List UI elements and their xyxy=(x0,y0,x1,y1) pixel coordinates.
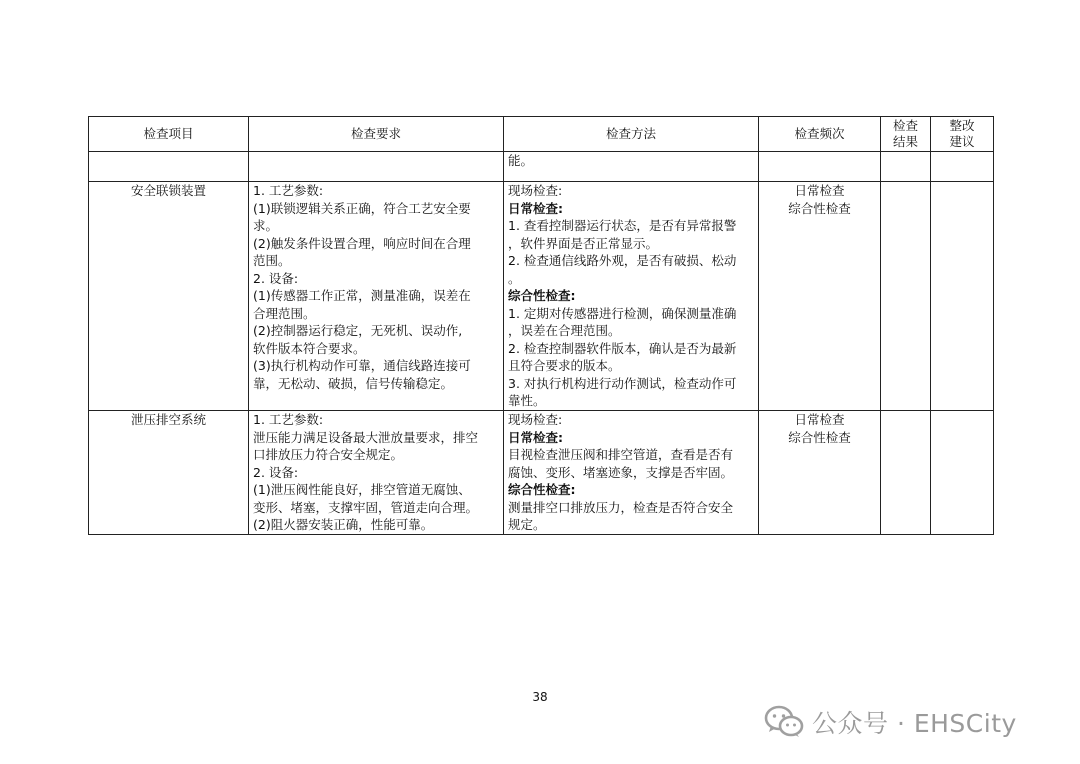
frequency-cell: 日常检查 综合性检查 xyxy=(759,411,881,535)
method-cell: 现场检查: 日常检查: 1. 查看控制器运行状态，是否有异常报警 ，软件界面是否正常显示。 2. 检查通信线路外观，是否有破损、松动 。 综合性检查: 1. 定期对传感器进行检测，确保测量准确 ，误差在合理范围。 2. 检查控制器软件版本，确认是否为最新 且符合要求的版本。 3. 对执行机构进行动作测试，检查动作可 靠性。 xyxy=(504,182,759,411)
continuation-text: 能。 xyxy=(504,152,759,182)
empty-cell xyxy=(89,152,249,182)
item-cell: 安全联锁装置 xyxy=(89,182,249,411)
table-row-continuation xyxy=(89,152,994,182)
frequency-cell: 日常检查 综合性检查 xyxy=(759,182,881,411)
method-cell: 现场检查: 日常检查: 目视检查泄压阀和排空管道，查看是否有 腐蚀、变形、堵塞迹象，支撑是否牢固。 综合性检查: 测量排空口排放压力，检查是否符合安全 规定。 xyxy=(504,411,759,535)
item-cell: 泄压排空系统 xyxy=(89,411,249,535)
watermark-text: 公众号 · EHSCity xyxy=(812,709,1017,738)
page-number: 38 xyxy=(532,690,548,704)
table-row xyxy=(89,411,994,535)
empty-cell xyxy=(249,152,504,182)
header-result: 检查 结果 xyxy=(881,117,931,152)
suggestion-cell xyxy=(931,182,994,411)
inspection-table xyxy=(88,116,994,535)
table-row xyxy=(89,182,994,411)
result-cell xyxy=(881,411,931,535)
wechat-icon xyxy=(764,705,804,739)
watermark xyxy=(764,704,1017,740)
header-requirements: 检查要求 xyxy=(249,117,504,152)
header-method: 检查方法 xyxy=(504,117,759,152)
table-header-row xyxy=(89,117,994,152)
requirements-cell: 1. 工艺参数: (1)联锁逻辑关系正确，符合工艺安全要 求。 (2)触发条件设置合理，响应时间在合理 范围。 2. 设备: (1)传感器工作正常，测量准确，误差在 合理范围。 (2)控制器运行稳定，无死机、误动作, 软件版本符合要求。 (3)执行机构动作可靠，通信线路连接可 靠，无松动、破损，信号传输稳定。 xyxy=(249,182,504,411)
header-suggestion: 整改 建议 xyxy=(931,117,994,152)
requirements-cell: 1. 工艺参数: 泄压能力满足设备最大泄放量要求，排空 口排放压力符合安全规定。 2. 设备: (1)泄压阀性能良好，排空管道无腐蚀、 变形、堵塞，支撑牢固，管道走向合理。 (2)阻火器安装正确，性能可靠。 xyxy=(249,411,504,535)
empty-cell xyxy=(759,152,881,182)
result-cell xyxy=(881,182,931,411)
header-item: 检查项目 xyxy=(89,117,249,152)
result-cell xyxy=(881,152,931,182)
suggestion-cell xyxy=(931,152,994,182)
header-frequency: 检查频次 xyxy=(759,117,881,152)
suggestion-cell xyxy=(931,411,994,535)
